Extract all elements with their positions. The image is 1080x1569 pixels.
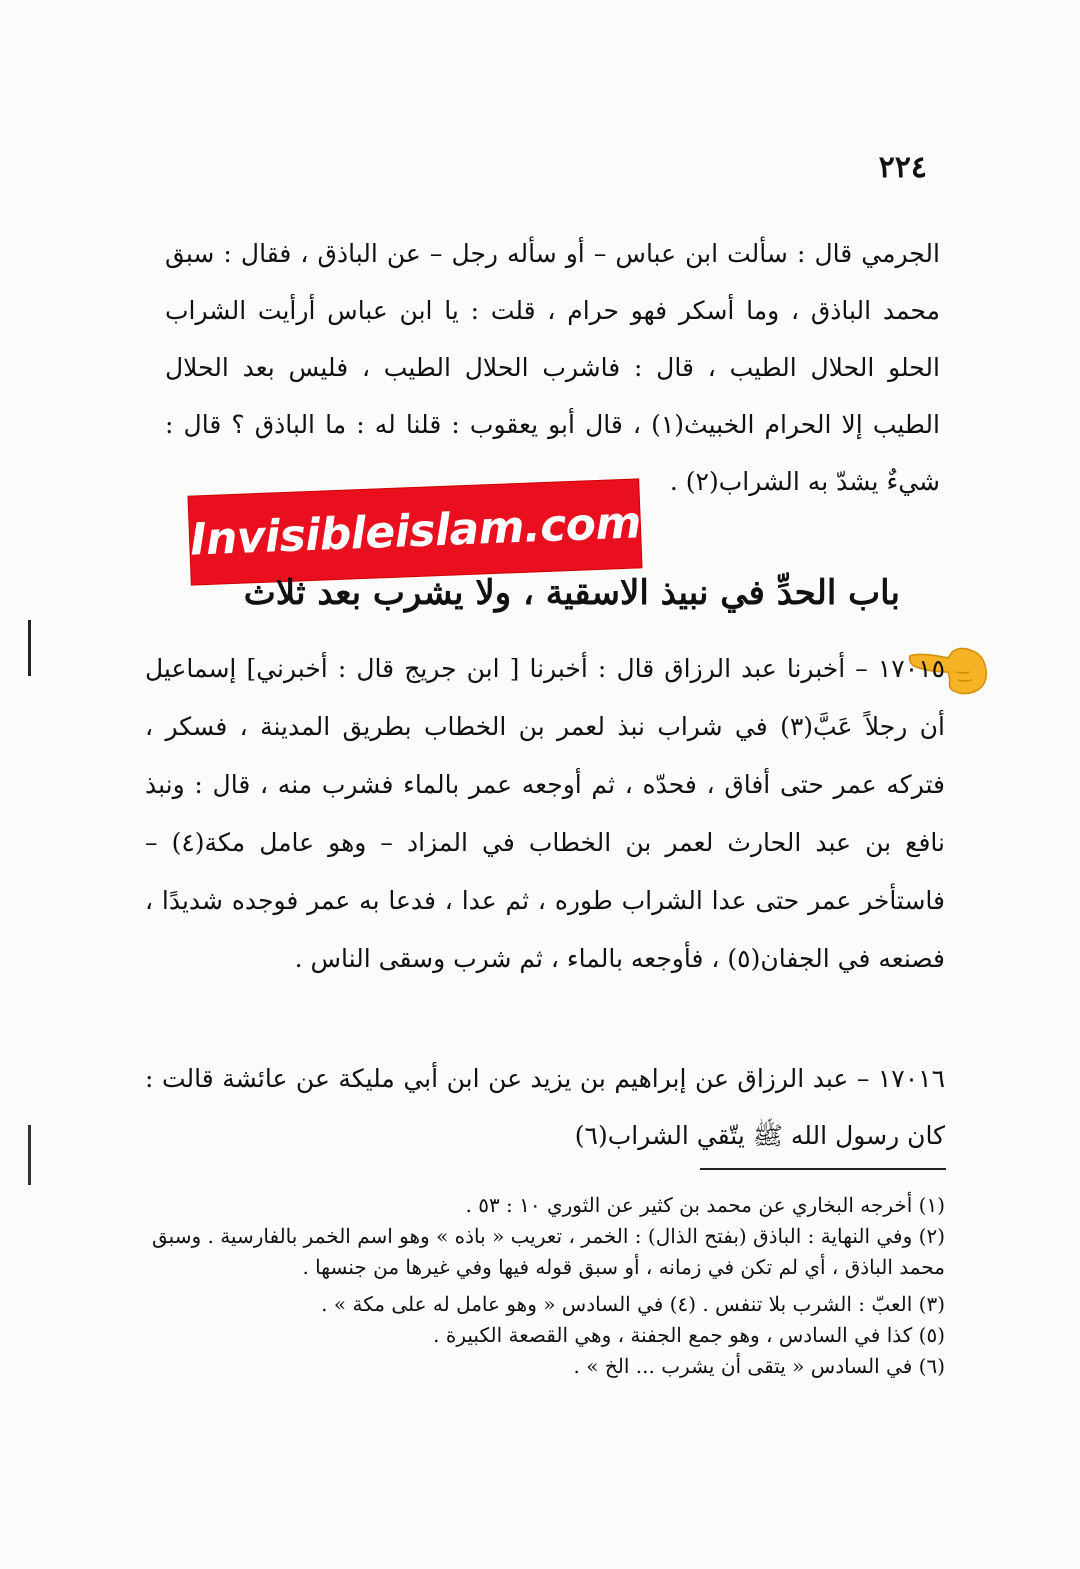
page-edge-mark [28, 1125, 31, 1185]
paragraph-hadith-17015: ١٧٠١٥ – أخبرنا عبد الرزاق قال : أخبرنا [ ابن جريج قال : أخبرني] إسماعيل أن رجلاً عَبَّ(٣) في شراب نبذ لعمر بن الخطاب بطريق المدينة ، فسكر ، فتركه عمر حتى أفاق ، فحدّه ، ثم أوجعه عمر بالماء فشرب منه ، قال : ونبذ نافع بن عبد الحارث لعمر بن الخطاب في المزاد – وهو عامل مكة(٤) – فاستأخر عمر حتى عدا الشراب طوره ، ثم عدا ، فدعا به عمر فوجده شديدًا ، فصنعه في الجفان(٥) ، فأوجعه بالماء ، ثم شرب وسقى الناس . [145, 654, 945, 973]
footnote-divider [700, 1168, 946, 1170]
footnote-3-4: (٣) العبّ : الشرب بلا تنفس . (٤) في السادس « وهو عامل له على مكة » . [321, 1292, 945, 1316]
footnote-5: (٥) كذا في السادس ، وهو جمع الجفنة ، وهي القصعة الكبيرة . [433, 1323, 945, 1347]
paragraph-hadith-17016: ١٧٠١٦ – عبد الرزاق عن إبراهيم بن يزيد عن ابن أبي مليكة عن عائشة قالت : كان رسول الله ﷺ يتّقي الشراب(٦) [145, 1064, 945, 1150]
footnote-2: (٢) وفي النهاية : الباذق (بفتح الذال) : الخمر ، تعريب « باذه » وهو اسم الخمر بالفارسية . وسبق محمد الباذق ، أي لم تكن في زمانه ، أو سبق قوله فيها وفي غيرها من جنسها . [151, 1224, 945, 1279]
footnote-6: (٦) في السادس « يتقى أن يشرب ... الخ » . [573, 1354, 945, 1378]
watermark-text: Invisibleislam.com [189, 497, 642, 566]
footnotes [145, 1190, 945, 1382]
page-edge-mark [28, 620, 31, 676]
paragraph-1: الجرمي قال : سألت ابن عباس – أو سأله رجل – عن الباذق ، فقال : سبق محمد الباذق ، وما أسكر فهو حرام ، قلت : يا ابن عباس أرأيت الشراب الحلو الحلال الطيب ، قال : فاشرب الحلال الطيب ، فليس بعد الحلال الطيب إلا الحرام الخبيث(١) ، قال أبو يعقوب : قلنا له : ما الباذق ؟ قال : شيءٌ يشدّ به الشراب(٢) . [165, 239, 940, 496]
section-heading: باب الحدِّ في نبيذ الاسقية ، ولا يشرب بعد ثلاث [243, 573, 900, 613]
footnote-1: (١) أخرجه البخاري عن محمد بن كثير عن الثوري ١٠ : ٥٣ . [465, 1193, 945, 1217]
page-number: ٢٢٤ [878, 150, 927, 185]
